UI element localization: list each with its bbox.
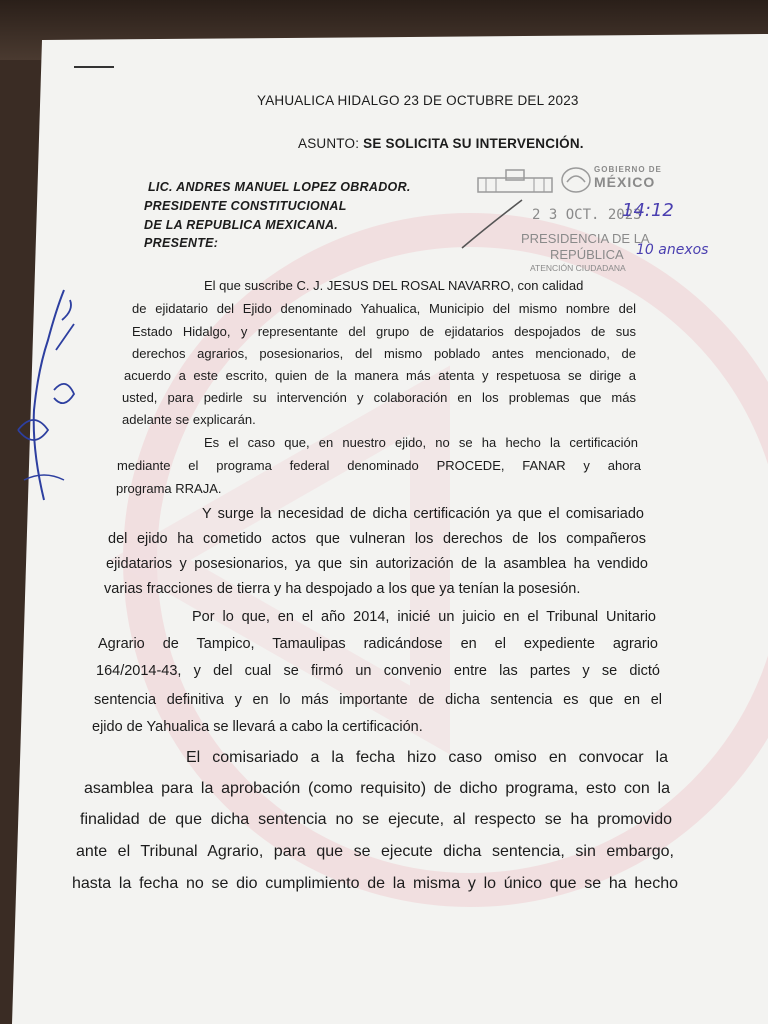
paragraph-line: programa RRAJA. <box>116 481 222 496</box>
subject-line <box>298 136 584 151</box>
paragraph-line: mediante el programa federal denominado PROCEDE, FANAR y ahora <box>117 458 641 473</box>
paragraph-line: ejido de Yahualica se llevará a cabo la certificación. <box>92 719 423 735</box>
place-date: YAHUALICA HIDALGO 23 DE OCTUBRE DEL 2023 <box>257 93 579 108</box>
addressee-line: DE LA REPUBLICA MEXICANA. <box>144 218 339 232</box>
paragraph-line: Es el caso que, en nuestro ejido, no se ha hecho la certificación <box>204 435 638 450</box>
paragraph-line: usted, para pedirle su intervención y colaboración en los problemas que más <box>122 390 636 405</box>
paragraph-line: adelante se explicarán. <box>122 412 256 427</box>
paragraph-line: ante el Tribunal Agrario, para que se ejecute dicha sentencia, sin embargo, <box>76 843 674 860</box>
stamp-office-line: REPÚBLICA <box>550 247 624 262</box>
paragraph-line: finalidad de que dicha sentencia no se ejecute, al respecto se ha promovido <box>80 811 672 828</box>
addressee-line: PRESENTE: <box>144 236 219 250</box>
paragraph-line: ejidatarios y posesionarios, ya que sin autorización de la asamblea ha vendido <box>106 556 648 572</box>
paragraph-line: hasta la fecha no se dio cumplimiento de la misma y lo único que se ha hecho <box>72 875 678 892</box>
stamp-gov-label-top: GOBIERNO DE <box>594 165 662 174</box>
stamp-office-line: PRESIDENCIA DE LA <box>521 231 650 246</box>
subject-text: SE SOLICITA SU INTERVENCIÓN. <box>363 136 584 151</box>
palace-emblem-icon <box>476 168 556 196</box>
paragraph-line: Estado Hidalgo, y representante del grupo de ejidatarios despojados de sus <box>132 324 636 339</box>
corner-mark <box>74 66 114 68</box>
paragraph-line: El que suscribe C. J. JESUS DEL ROSAL NAVARRO, con calidad <box>204 278 584 293</box>
stamp-date: 2 3 OCT. 2023 <box>532 207 642 223</box>
margin-signature <box>4 280 84 510</box>
paragraph-line: sentencia definitiva y en lo más importante de dicha sentencia es que en el <box>94 692 662 708</box>
paragraph-line: varias fracciones de tierra y ha despojado a los que ya tenían la posesión. <box>104 581 581 597</box>
paragraph-line: derechos agrarios, posesionarios, del mismo poblado antes mencionado, de <box>132 346 636 361</box>
handwritten-annex: 10 anexos <box>636 242 709 258</box>
paragraph-line: asamblea para la aprobación (como requisito) de dicho programa, esto con la <box>84 780 670 797</box>
paragraph-line: 164/2014-43, y del cual se firmó un convenio entre las partes y se dictó <box>96 663 660 679</box>
addressee-line: PRESIDENTE CONSTITUCIONAL <box>144 199 347 213</box>
paragraph-line: Agrario de Tampico, Tamaulipas radicándose en el expediente agrario <box>98 636 658 652</box>
subject-label: ASUNTO: <box>298 136 360 151</box>
paragraph-line: acuerdo a este escrito, quien de la manera más atenta y respetuosa se dirige a <box>124 368 636 383</box>
paragraph-line: del ejido ha cometido actos que vulneran los derechos de los compañeros <box>108 531 646 547</box>
paragraph-line: Por lo que, en el año 2014, inicié un juicio en el Tribunal Unitario <box>192 609 656 625</box>
paragraph-line: El comisariado a la fecha hizo caso omiso en convocar la <box>186 749 668 766</box>
stamp-office-line: ATENCIÓN CIUDADANA <box>530 263 626 273</box>
handwritten-time: 14:12 <box>622 200 674 221</box>
stamp-slash-mark <box>458 196 528 252</box>
addressee-line: LIC. ANDRES MANUEL LOPEZ OBRADOR. <box>148 180 411 194</box>
paragraph-line: Y surge la necesidad de dicha certificación ya que el comisariado <box>202 506 644 522</box>
paragraph-line: de ejidatario del Ejido denominado Yahualica, Municipio del mismo nombre del <box>132 301 636 316</box>
eagle-seal-icon <box>560 166 592 194</box>
stamp-gov-label: MÉXICO <box>594 174 656 190</box>
